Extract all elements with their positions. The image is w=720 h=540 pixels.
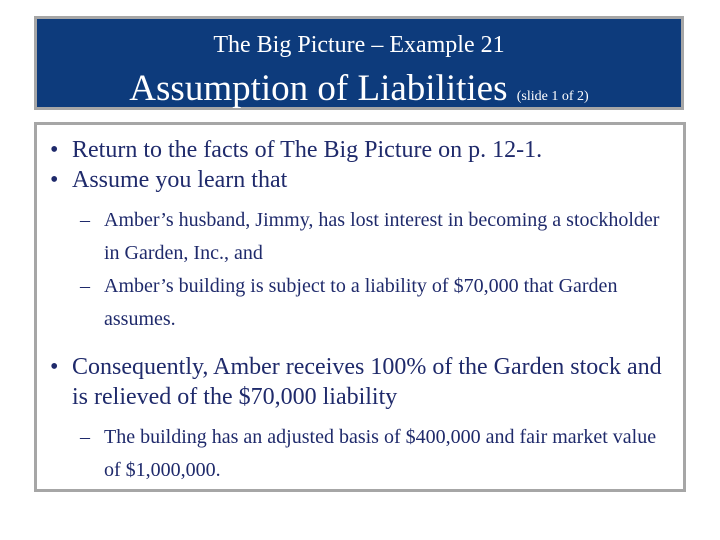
bullet-text: Return to the facts of The Big Picture on p. 12-1. (72, 137, 543, 163)
sub-bullet-text: The building has an adjusted basis of $400,000 and fair market value of $1,000,000. (104, 426, 657, 481)
bullet-dot-icon: • (50, 167, 59, 193)
bullet-text: Assume you learn that (72, 167, 288, 193)
sub-bullet-item (37, 204, 683, 270)
bullet-item (37, 135, 683, 165)
sub-bullet-text: Amber’s husband, Jimmy, has lost interest in becoming a stockholder in Garden, Inc., and (104, 209, 660, 264)
slide-subtitle: The Big Picture – Example 21 (213, 32, 505, 58)
bullet-dot-icon: • (50, 137, 59, 163)
sub-bullet-list (37, 204, 683, 336)
bullet-item (37, 165, 683, 195)
slide-number-note: (slide 1 of 2) (516, 89, 589, 104)
slide-title-text: Assumption of Liabilities (129, 68, 508, 109)
bullet-text: Consequently, Amber receives 100% of the Garden stock and is relieved of the $70,000 liability (72, 354, 662, 410)
content-panel (34, 122, 686, 492)
title-banner (34, 16, 684, 110)
sub-bullet-text: Amber’s building is subject to a liability of $70,000 that Garden assumes. (104, 275, 618, 330)
sub-bullet-item (37, 421, 683, 487)
dash-icon: – (80, 426, 90, 448)
bullet-dot-icon: • (50, 354, 59, 380)
dash-icon: – (80, 275, 90, 297)
bullet-list (37, 135, 683, 487)
dash-icon: – (80, 209, 90, 231)
bullet-item (37, 352, 683, 412)
sub-bullet-item (37, 270, 683, 336)
sub-bullet-list (37, 421, 683, 487)
slide-title (37, 67, 681, 119)
